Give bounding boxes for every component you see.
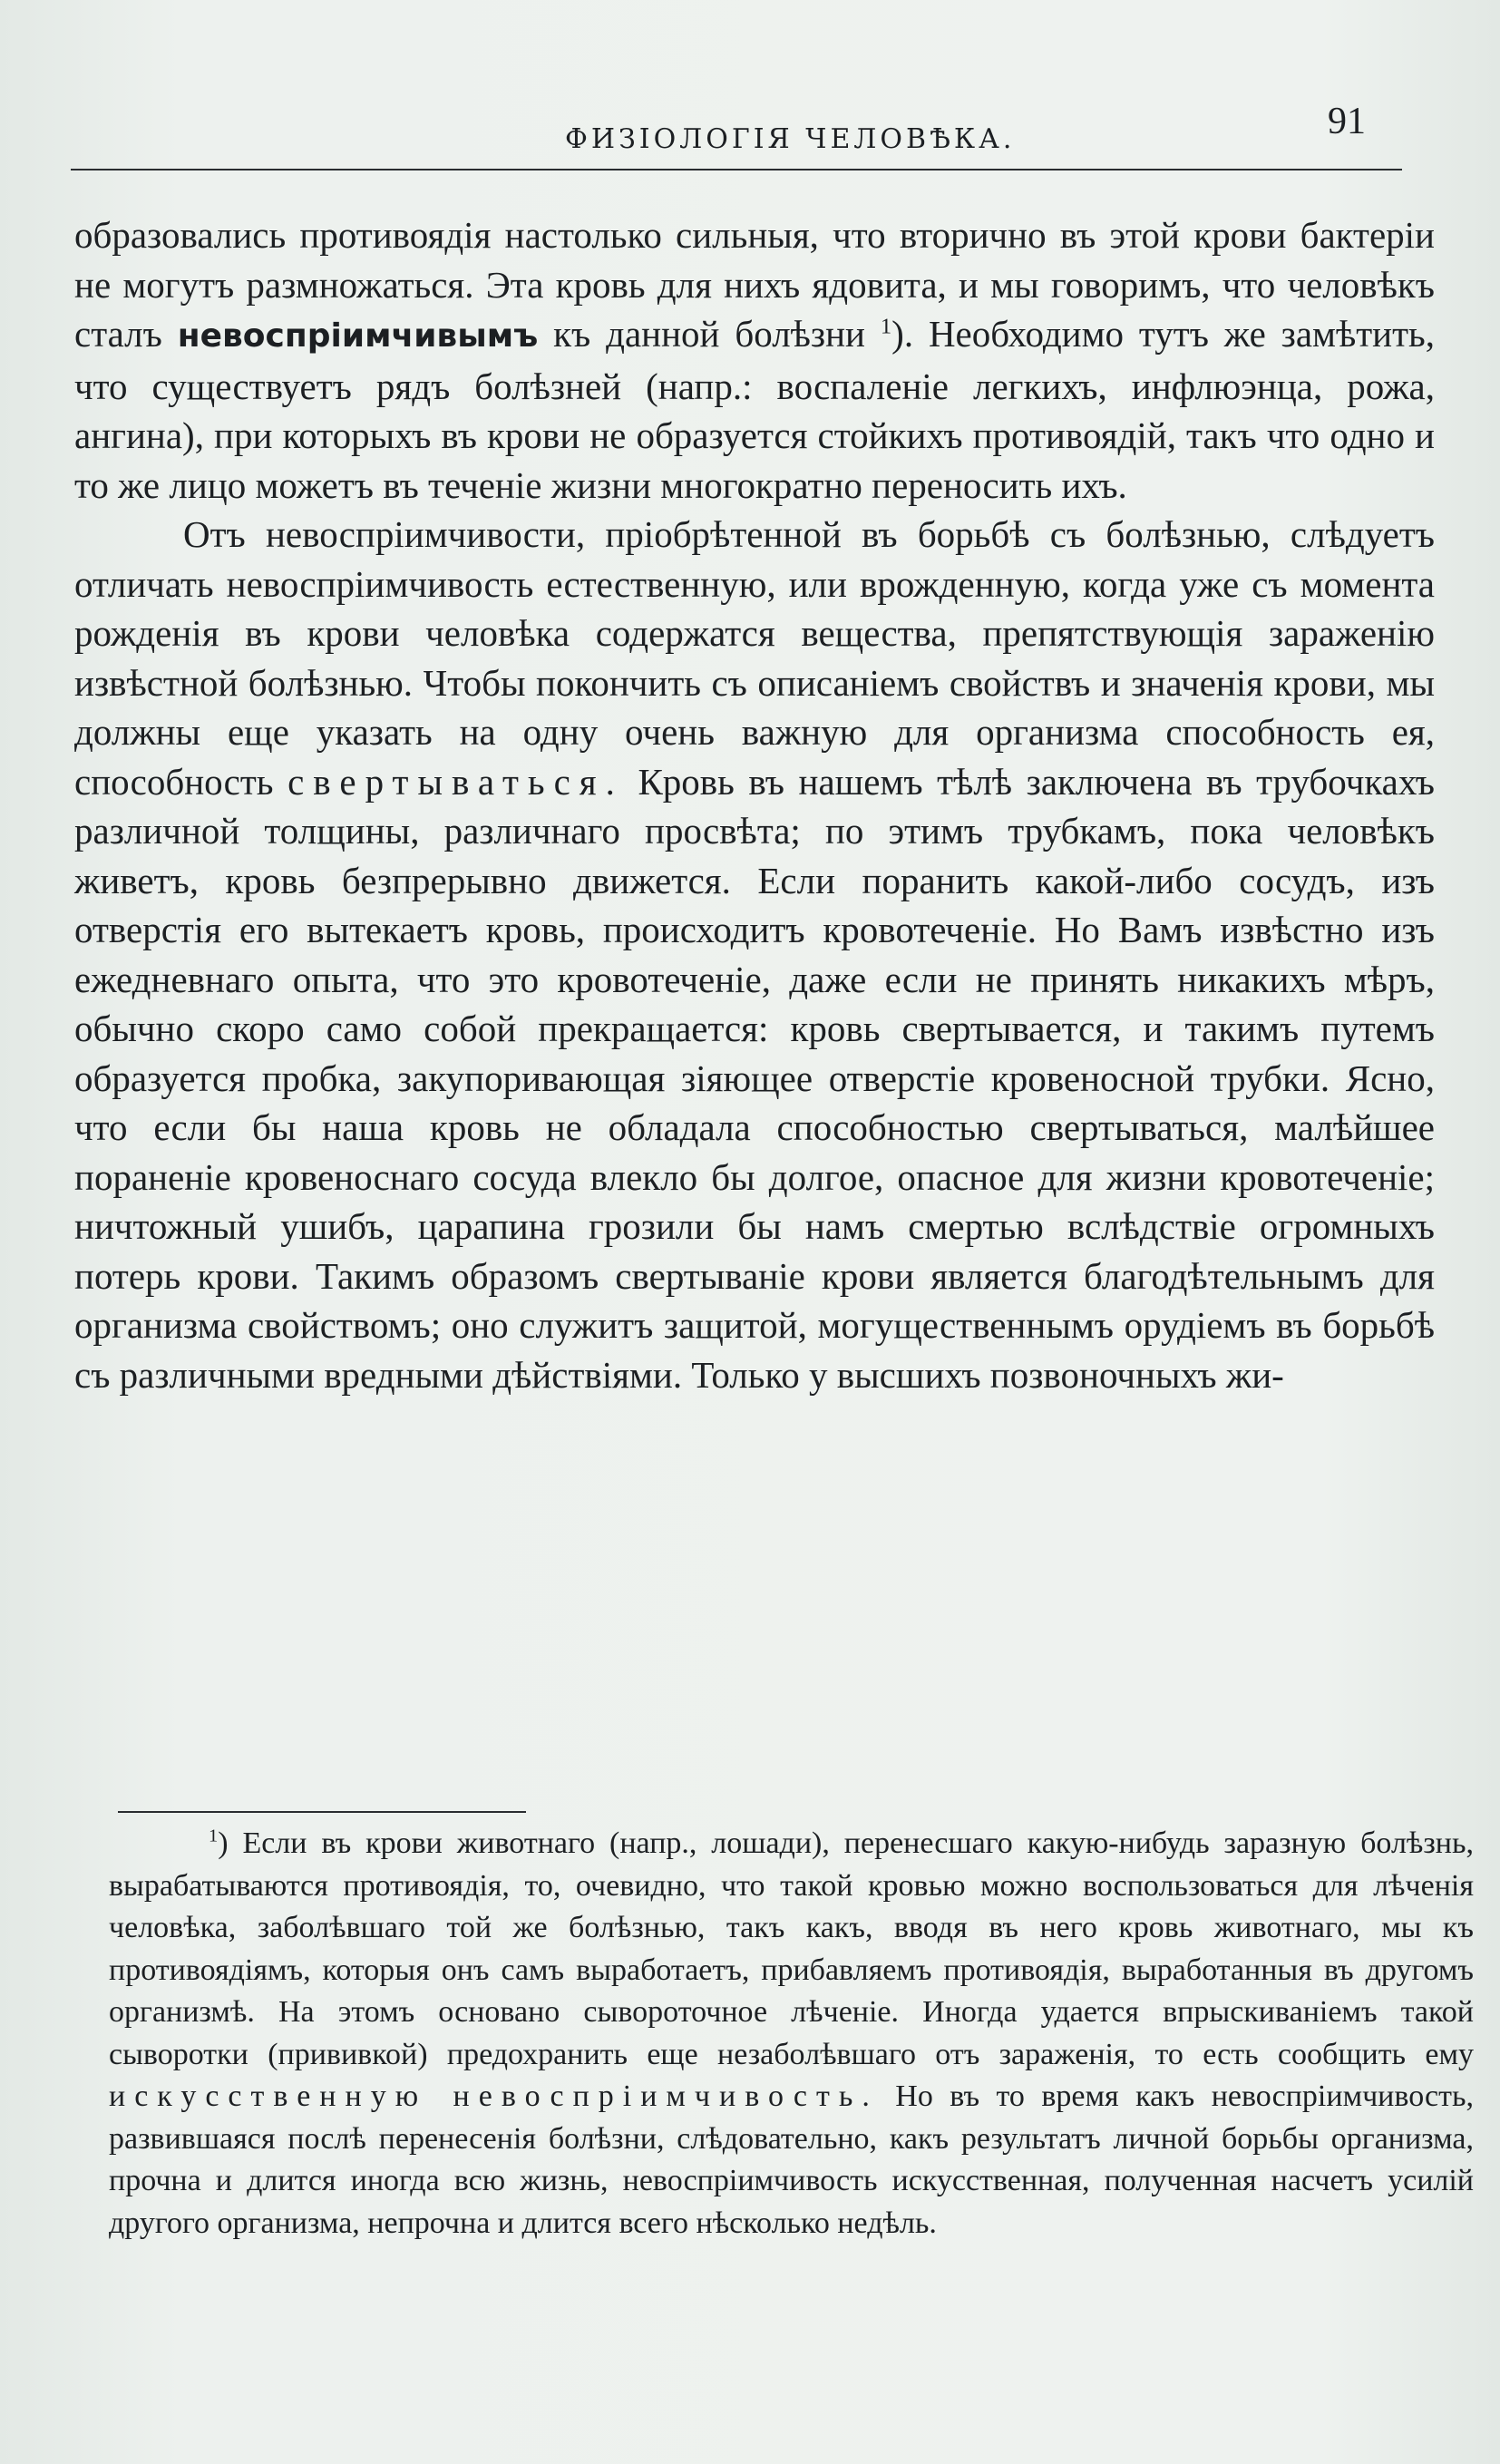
footnote-reference: 1 <box>880 314 892 339</box>
footnote-number: 1 <box>209 1826 219 1846</box>
p2-text-a: Отъ невоспріимчивости, пріобрѣтенной въ борьбѣ съ болѣзнью, слѣдуетъ отличать невоспріимчивость естественную, или врожденную, когда уже съ момента рожденія въ крови человѣка содержатся вещества, препятствующія зараженію извѣстной болѣзнью. Чтобы покончить съ описаніемъ свойствъ и значенія крови, мы должны еще указать на одну очень важную для организма способность ея, способность <box>74 513 1435 803</box>
p2-text-b: Кровь въ нашемъ тѣлѣ заключена въ трубочкахъ различной толщины, различнаго просвѣта; по этимъ трубкамъ, пока человѣкъ живетъ, кровь безпрерывно движется. Если поранить какой-либо сосудъ, изъ отверстія его вытекаетъ кровь, происходитъ кровотеченіе. Но Вамъ извѣстно изъ ежедневнаго опыта, что это кровотеченіе, даже если не принять никакихъ мѣръ, обычно скоро само собой прекращается: кровь свертывается, и такимъ путемъ образуется пробка, закупоривающая зіяющее отверстіе кровеносной трубки. Ясно, что если бы наша кровь не обладала способностью свертываться, малѣйшее пораненіе кровеноснаго сосуда влекло бы долгое, опасное для жизни кровотеченіе; ничтожный ушибъ, царапина грозили бы намъ смертью вслѣдствіе огромныхъ потерь крови. Такимъ образомъ свертываніе крови является благодѣтельнымъ для организма свойствомъ; оно служитъ защитой, могущественнымъ орудіемъ въ борьбѣ съ различными вредными дѣйствіями. Только у высшихъ позвоночныхъ жи- <box>74 760 1435 1396</box>
footnote-paragraph <box>109 1823 1474 2245</box>
p1-text-a: образовались противоядія настолько сильныя, что вторично въ этой крови бактеріи не могутъ размножаться. Эта кровь для нихъ ядовита, и мы говоримъ, что человѣкъ сталъ <box>74 214 1435 355</box>
footnote-text-b: Но въ то время какъ невоспріимчивость, развившаяся послѣ перенесенія болѣзни, слѣдовательно, какъ результатъ личной борьбы организма, прочна и длится иногда всю жизнь, невоспріимчивость искусственная, полученная насчетъ усилій другого организма, непрочна и длится всего нѣсколько недѣль. <box>109 2079 1475 2240</box>
paragraph-2 <box>74 510 1435 1399</box>
footnote-rule <box>118 1811 526 1813</box>
header-rule <box>71 169 1402 170</box>
spaced-term: свертываться. <box>287 760 624 803</box>
paragraph-1 <box>74 210 1435 510</box>
page-header <box>71 87 1402 160</box>
page-number: 91 <box>1328 101 1366 142</box>
footnote-spaced-term: искусственную невоспріимчивость. <box>109 2079 879 2113</box>
footnote <box>109 1823 1474 2245</box>
emphasized-term: невоспріимчивымъ <box>177 317 539 355</box>
running-title: ФИЗІОЛОГІЯ ЧЕЛОВѢКА. <box>565 123 1016 155</box>
p1-text-b: къ данной болѣзни <box>538 313 881 355</box>
main-text <box>74 210 1435 1399</box>
footnote-text-a: ) Если въ крови животнаго (напр., лошади), перенесшаго какую-нибудь заразную болѣзнь, вырабатываются противоядія, то, очевидно, что такой кровью можно воспользоваться для лѣченія человѣка, заболѣвшаго той же болѣзнью, такъ какъ, вводя въ него кровь животнаго, мы къ противоядіямъ, которыя онъ самъ выработаетъ, прибавляемъ противоядія, выработанныя въ другомъ организмѣ. На этомъ основано сывороточное лѣченіе. Иногда удается впрыскиваніемъ такой сыворотки (прививкой) предохранить еще незаболѣвшаго отъ зараженія, то есть сообщить ему <box>109 1826 1474 2071</box>
p1-text-c: ). Необходимо тутъ же замѣтить, что существуетъ рядъ болѣзней (напр.: воспаленіе легкихъ, инфлюэнца, рожа, ангина), при которыхъ въ крови не образуется стойкихъ противоядій, такъ что одно и то же лицо можетъ въ теченіе жизни многократно переносить ихъ. <box>74 313 1435 506</box>
